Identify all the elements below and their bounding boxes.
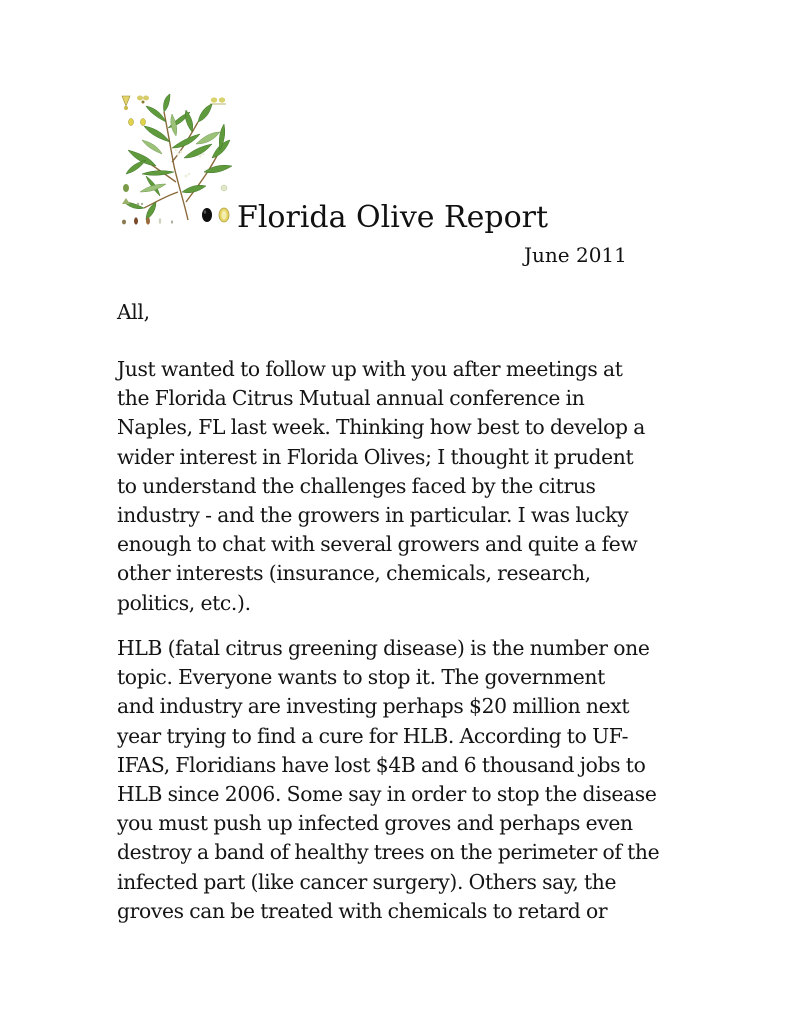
olive-pit-icon: [218, 207, 230, 223]
text-line: topic. Everyone wants to stop it. The government: [117, 665, 605, 690]
flower-detail-icon: [122, 96, 149, 111]
letter-greeting: All,: [117, 300, 150, 324]
text-line: the Florida Citrus Mutual annual conference in: [117, 386, 585, 411]
olive-seeds-icon: [122, 217, 173, 224]
text-line: IFAS, Floridians have lost $4B and 6 thousand jobs to: [117, 752, 646, 777]
text-line: HLB (fatal citrus greening disease) is the number one: [117, 636, 650, 660]
text-line: groves can be treated with chemicals to retard or: [117, 898, 608, 923]
text-line: to understand the challenges faced by the citrus: [117, 473, 596, 498]
paragraph-conference: [117, 355, 677, 618]
text-line: enough to chat with several growers and quite a few: [117, 532, 638, 557]
black-olive-icon: [201, 207, 213, 223]
text-line: infected part (like cancer surgery). Others say, the: [117, 869, 617, 894]
text-line: other interests (insurance, chemicals, research,: [117, 561, 591, 586]
text-line: politics, etc.).: [117, 590, 251, 615]
text-line: HLB since 2006. Some say in order to stop the disease: [117, 782, 657, 807]
flower-detail-top-right-icon: [210, 97, 226, 104]
text-line: and industry are investing perhaps $20 million next: [117, 694, 630, 719]
paragraph-hlb: [117, 634, 677, 926]
text-line: destroy a band of healthy trees on the perimeter of the: [117, 840, 660, 865]
report-title: Florida Olive Report: [237, 200, 549, 235]
text-line: wider interest in Florida Olives; I thought it prudent: [117, 444, 634, 469]
text-line: Naples, FL last week. Thinking how best to develop a: [117, 415, 645, 440]
text-line: you must push up infected groves and perhaps even: [117, 811, 633, 836]
text-line: year trying to find a cure for HLB. According to UF-: [117, 723, 629, 748]
report-date: June 2011: [524, 243, 627, 267]
text-line: industry - and the growers in particular. I was lucky: [117, 503, 629, 528]
text-line: Just wanted to follow up with you after meetings at: [117, 357, 623, 381]
fruit-detail-icon: [122, 184, 227, 205]
